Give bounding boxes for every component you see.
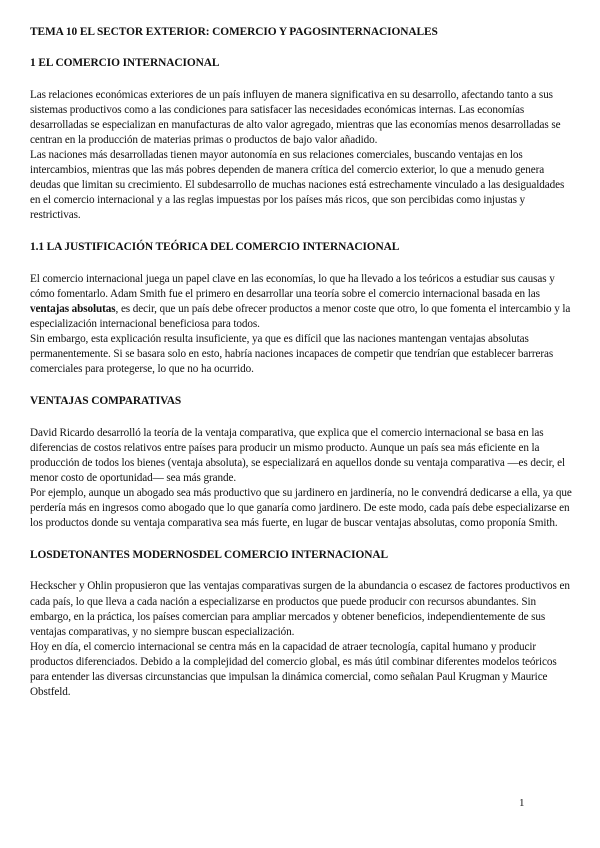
section-heading: LOSDETONANTES MODERNOSDEL COMERCIO INTERNACIONAL	[30, 549, 388, 562]
section-detonantes-modernos	[30, 548, 575, 700]
section-body	[30, 426, 575, 532]
paragraph: Hoy en día, el comercio internacional se centra más en la capacidad de atraer tecnología, capital humano y producir productos diferenciados. Debido a la complejidad del comercio global, es más útil combinar diferentes modelos teóricos para entender las diversas circunstancias que impulsan la dinámica comercial, como señalan Paul Krugman y Maurice Obstfeld.	[30, 640, 557, 699]
paragraph: Sin embargo, esta explicación resulta insuficiente, ya que es difícil que las naciones mantengan ventajas absolutas permanentemente. Si se basara solo en esto, habría naciones incapaces de competir que tendrían que establecer barreras comerciales para protegerse, lo que no ha ocurrido.	[30, 332, 554, 376]
paragraph-text: , es decir, que un país debe ofrecer productos a menor coste que otro, lo que fomenta el intercambio y la especialización internacional beneficiosa para todos.	[30, 302, 571, 330]
section-ventajas-comparativas	[30, 394, 575, 531]
section-body	[30, 579, 575, 700]
document-page	[30, 25, 575, 717]
document-title: TEMA 10 EL SECTOR EXTERIOR: COMERCIO Y PAGOSINTERNACIONALES	[30, 26, 438, 38]
bold-term-ventajas-absolutas: ventajas absolutas	[30, 302, 116, 315]
section-comercio-internacional	[30, 56, 575, 223]
section-body	[30, 88, 575, 224]
paragraph: Las relaciones económicas exteriores de un país influyen de manera significativa en su desarrollo, afectando tanto a sus sistemas productivos como a las condiciones para satisfacer las necesidades económicas internas. Las economías desarrolladas se especializan en manufacturas de alto valor agregado, mientras que las economías menos desarrolladas se centran en la producción de materias primas o productos de bajo valor añadido.	[30, 88, 561, 146]
paragraph: Heckscher y Ohlin propusieron que las ventajas comparativas surgen de la abundancia o escasez de factores productivos en cada país, lo que lleva a cada nación a especializarse en productos que puede producir con recursos abundantes. Sin embargo, en la práctica, los países comercian para ampliar mercados y obtener beneficios, independientemente de sus ventajas comparativas, y no siempre buscan especialización.	[30, 580, 570, 638]
section-heading: 1 EL COMERCIO INTERNACIONAL	[30, 57, 220, 70]
paragraph: Por ejemplo, aunque un abogado sea más productivo que su jardinero en jardinería, no le convendrá dedicarse a ella, ya que perdería más en ingresos como abogado que lo que ganaría como jardinero. De este modo, cada país debe especializarse en los productos donde su ventaja comparativa sea más fuerte, en lugar de buscar ventajas absolutas, como proponía Smith.	[30, 486, 572, 530]
section-heading: VENTAJAS COMPARATIVAS	[30, 395, 182, 408]
page-number: 1	[519, 797, 525, 809]
section-justificacion-teorica	[30, 240, 575, 377]
section-heading: 1.1 LA JUSTIFICACIÓN TEÓRICA DEL COMERCIO INTERNACIONAL	[30, 241, 400, 254]
paragraph	[30, 272, 575, 332]
paragraph: Las naciones más desarrolladas tienen mayor autonomía en sus relaciones comerciales, buscando ventajas en los intercambios, mientras que las más pobres dependen de manera crítica del comercio exterior, lo que a menudo genera deudas que limitan su crecimiento. El subdesarrollo de muchas naciones está estrechamente vinculado a las desigualdades en el comercio internacional y a las reglas impuestas por los países más ricos, que son percibidas como injustas y restrictivas.	[30, 148, 565, 222]
section-body	[30, 272, 575, 378]
paragraph-text: El comercio internacional juega un papel clave en las economías, lo que ha llevado a los teóricos a estudiar sus causas y cómo fomentarlo. Adam Smith fue el primero en desarrollar una teoría sobre el comercio internacional basada en las	[30, 272, 555, 300]
paragraph: David Ricardo desarrolló la teoría de la ventaja comparativa, que explica que el comercio internacional se basa en las diferencias de costos relativos entre países para producir un mismo producto. Aunque un país sea más eficiente en la producción de todos los bienes (ventaja absoluta), se especializará en aquellos donde su ventaja comparativa —es decir, el menor costo de oportunidad— sea más grande.	[30, 426, 566, 484]
